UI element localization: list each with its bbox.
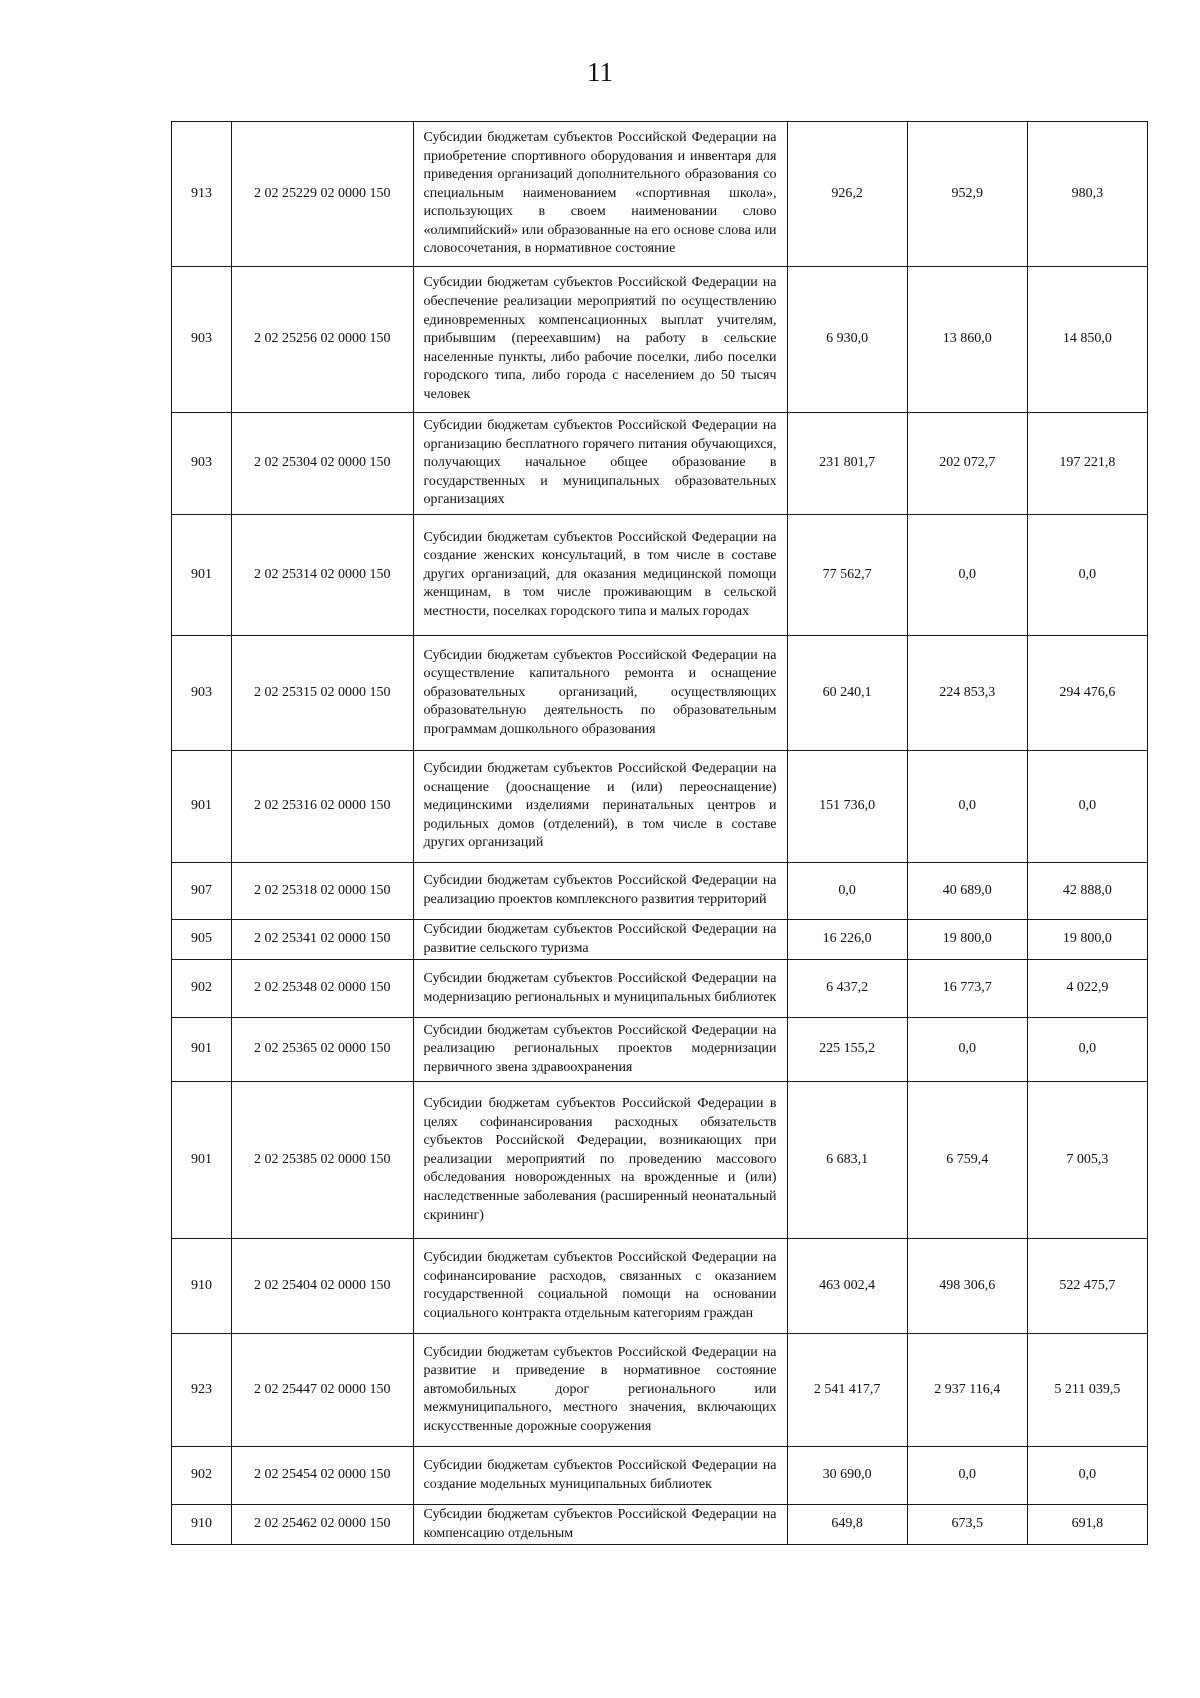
budget-classification-code-cell: 2 02 25229 02 0000 150 bbox=[232, 122, 413, 267]
amount-year-3-cell: 0,0 bbox=[1027, 751, 1147, 863]
revenue-name-cell: Субсидии бюджетам субъектов Российской Федерации на модернизацию региональных и муниципальных библиотек bbox=[413, 960, 787, 1018]
amount-year-3-cell: 19 800,0 bbox=[1027, 920, 1147, 960]
revenue-name-cell: Субсидии бюджетам субъектов Российской Федерации на создание модельных муниципальных библиотек bbox=[413, 1447, 787, 1505]
amount-year-1-cell: 151 736,0 bbox=[787, 751, 907, 863]
revenue-name-cell: Субсидии бюджетам субъектов Российской Федерации на реализацию региональных проектов модернизации первичного звена здравоохранения bbox=[413, 1018, 787, 1082]
amount-year-3-cell: 7 005,3 bbox=[1027, 1082, 1147, 1239]
amount-year-2-cell: 2 937 116,4 bbox=[907, 1334, 1027, 1447]
admin-code-cell: 901 bbox=[172, 1082, 232, 1239]
amount-year-2-cell: 6 759,4 bbox=[907, 1082, 1027, 1239]
revenue-name-cell: Субсидии бюджетам субъектов Российской Федерации в целях софинансирования расходных обязательств субъектов Российской Федерации, возникающих при реализации мероприятий по проведению массового обследования новорожденных на врожденные и (или) наследственные заболевания (расширенный неонатальный скрининг) bbox=[413, 1082, 787, 1239]
table-row bbox=[172, 1334, 1148, 1447]
amount-year-1-cell: 2 541 417,7 bbox=[787, 1334, 907, 1447]
amount-year-3-cell: 691,8 bbox=[1027, 1505, 1147, 1545]
amount-year-1-cell: 16 226,0 bbox=[787, 920, 907, 960]
amount-year-3-cell: 294 476,6 bbox=[1027, 636, 1147, 751]
revenue-name-cell: Субсидии бюджетам субъектов Российской Федерации на компенсацию отдельным bbox=[413, 1505, 787, 1545]
table-row bbox=[172, 960, 1148, 1018]
amount-year-3-cell: 197 221,8 bbox=[1027, 413, 1147, 515]
amount-year-1-cell: 6 930,0 bbox=[787, 267, 907, 413]
amount-year-1-cell: 231 801,7 bbox=[787, 413, 907, 515]
amount-year-1-cell: 225 155,2 bbox=[787, 1018, 907, 1082]
table-row bbox=[172, 920, 1148, 960]
admin-code-cell: 903 bbox=[172, 267, 232, 413]
table-row bbox=[172, 1082, 1148, 1239]
budget-classification-code-cell: 2 02 25454 02 0000 150 bbox=[232, 1447, 413, 1505]
amount-year-1-cell: 926,2 bbox=[787, 122, 907, 267]
amount-year-1-cell: 463 002,4 bbox=[787, 1239, 907, 1334]
table-row bbox=[172, 267, 1148, 413]
budget-classification-code-cell: 2 02 25404 02 0000 150 bbox=[232, 1239, 413, 1334]
budget-classification-code-cell: 2 02 25256 02 0000 150 bbox=[232, 267, 413, 413]
table-row bbox=[172, 1505, 1148, 1545]
budget-classification-code-cell: 2 02 25348 02 0000 150 bbox=[232, 960, 413, 1018]
amount-year-3-cell: 5 211 039,5 bbox=[1027, 1334, 1147, 1447]
revenue-name-cell: Субсидии бюджетам субъектов Российской Федерации на развитие сельского туризма bbox=[413, 920, 787, 960]
admin-code-cell: 901 bbox=[172, 515, 232, 636]
amount-year-2-cell: 224 853,3 bbox=[907, 636, 1027, 751]
amount-year-3-cell: 0,0 bbox=[1027, 1018, 1147, 1082]
revenue-name-cell: Субсидии бюджетам субъектов Российской Федерации на софинансирование расходов, связанных с оказанием государственной социальной помощи на основании социального контракта отдельным категориям граждан bbox=[413, 1239, 787, 1334]
table-row bbox=[172, 122, 1148, 267]
amount-year-3-cell: 980,3 bbox=[1027, 122, 1147, 267]
budget-table bbox=[171, 121, 1148, 1545]
revenue-name-cell: Субсидии бюджетам субъектов Российской Федерации на обеспечение реализации мероприятий по осуществлению единовременных компенсационных выплат учителям, прибывшим (переехавшим) на работу в сельские населенные пункты, либо рабочие поселки, либо поселки городского типа, либо города с населением до 50 тысяч человек bbox=[413, 267, 787, 413]
table-row bbox=[172, 1018, 1148, 1082]
amount-year-2-cell: 13 860,0 bbox=[907, 267, 1027, 413]
admin-code-cell: 905 bbox=[172, 920, 232, 960]
amount-year-2-cell: 673,5 bbox=[907, 1505, 1027, 1545]
amount-year-2-cell: 0,0 bbox=[907, 1447, 1027, 1505]
admin-code-cell: 907 bbox=[172, 863, 232, 920]
amount-year-2-cell: 0,0 bbox=[907, 1018, 1027, 1082]
revenue-name-cell: Субсидии бюджетам субъектов Российской Федерации на реализацию проектов комплексного развития территорий bbox=[413, 863, 787, 920]
amount-year-3-cell: 42 888,0 bbox=[1027, 863, 1147, 920]
amount-year-3-cell: 4 022,9 bbox=[1027, 960, 1147, 1018]
amount-year-1-cell: 649,8 bbox=[787, 1505, 907, 1545]
table-row bbox=[172, 863, 1148, 920]
admin-code-cell: 901 bbox=[172, 751, 232, 863]
admin-code-cell: 901 bbox=[172, 1018, 232, 1082]
amount-year-2-cell: 0,0 bbox=[907, 751, 1027, 863]
revenue-name-cell: Субсидии бюджетам субъектов Российской Федерации на осуществление капитального ремонта и оснащение образовательных организаций, осуществляющих образовательную деятельность по образовательным программам дошкольного образования bbox=[413, 636, 787, 751]
amount-year-2-cell: 498 306,6 bbox=[907, 1239, 1027, 1334]
amount-year-2-cell: 0,0 bbox=[907, 515, 1027, 636]
amount-year-2-cell: 40 689,0 bbox=[907, 863, 1027, 920]
admin-code-cell: 910 bbox=[172, 1239, 232, 1334]
amount-year-2-cell: 19 800,0 bbox=[907, 920, 1027, 960]
budget-classification-code-cell: 2 02 25365 02 0000 150 bbox=[232, 1018, 413, 1082]
admin-code-cell: 902 bbox=[172, 960, 232, 1018]
revenue-name-cell: Субсидии бюджетам субъектов Российской Федерации на развитие и приведение в нормативное состояние автомобильных дорог регионального или межмуниципального, местного значения, включающих искусственные дорожные сооружения bbox=[413, 1334, 787, 1447]
table-row bbox=[172, 1239, 1148, 1334]
revenue-name-cell: Субсидии бюджетам субъектов Российской Федерации на приобретение спортивного оборудования и инвентаря для приведения организаций дополнительного образования со специальным наименованием «спортивная школа», использующих в своем наименовании слово «олимпийский» или образованные на его основе слова или словосочетания, в нормативное состояние bbox=[413, 122, 787, 267]
amount-year-1-cell: 6 683,1 bbox=[787, 1082, 907, 1239]
page-number: 11 bbox=[587, 57, 613, 87]
amount-year-2-cell: 952,9 bbox=[907, 122, 1027, 267]
amount-year-3-cell: 0,0 bbox=[1027, 1447, 1147, 1505]
amount-year-1-cell: 0,0 bbox=[787, 863, 907, 920]
admin-code-cell: 923 bbox=[172, 1334, 232, 1447]
revenue-name-cell: Субсидии бюджетам субъектов Российской Федерации на организацию бесплатного горячего питания обучающихся, получающих начальное общее образование в государственных и муниципальных образовательных организациях bbox=[413, 413, 787, 515]
budget-classification-code-cell: 2 02 25462 02 0000 150 bbox=[232, 1505, 413, 1545]
table-row bbox=[172, 413, 1148, 515]
amount-year-1-cell: 30 690,0 bbox=[787, 1447, 907, 1505]
admin-code-cell: 902 bbox=[172, 1447, 232, 1505]
revenue-name-cell: Субсидии бюджетам субъектов Российской Федерации на оснащение (дооснащение и (или) переоснащение) медицинскими изделиями перинатальных центров и родильных домов (отделений), в том числе в составе других организаций bbox=[413, 751, 787, 863]
amount-year-3-cell: 14 850,0 bbox=[1027, 267, 1147, 413]
budget-classification-code-cell: 2 02 25447 02 0000 150 bbox=[232, 1334, 413, 1447]
revenue-name-cell: Субсидии бюджетам субъектов Российской Федерации на создание женских консультаций, в том числе в составе других организаций, для оказания медицинской помощи женщинам, в том числе проживающим в сельской местности, поселках городского типа и малых городах bbox=[413, 515, 787, 636]
budget-classification-code-cell: 2 02 25315 02 0000 150 bbox=[232, 636, 413, 751]
table-row bbox=[172, 1447, 1148, 1505]
budget-table-body bbox=[172, 122, 1148, 1545]
table-row bbox=[172, 751, 1148, 863]
budget-classification-code-cell: 2 02 25304 02 0000 150 bbox=[232, 413, 413, 515]
admin-code-cell: 903 bbox=[172, 413, 232, 515]
admin-code-cell: 913 bbox=[172, 122, 232, 267]
amount-year-1-cell: 77 562,7 bbox=[787, 515, 907, 636]
amount-year-3-cell: 522 475,7 bbox=[1027, 1239, 1147, 1334]
table-row bbox=[172, 636, 1148, 751]
budget-classification-code-cell: 2 02 25318 02 0000 150 bbox=[232, 863, 413, 920]
budget-classification-code-cell: 2 02 25316 02 0000 150 bbox=[232, 751, 413, 863]
amount-year-2-cell: 16 773,7 bbox=[907, 960, 1027, 1018]
amount-year-1-cell: 60 240,1 bbox=[787, 636, 907, 751]
amount-year-3-cell: 0,0 bbox=[1027, 515, 1147, 636]
amount-year-1-cell: 6 437,2 bbox=[787, 960, 907, 1018]
table-row bbox=[172, 515, 1148, 636]
budget-classification-code-cell: 2 02 25341 02 0000 150 bbox=[232, 920, 413, 960]
amount-year-2-cell: 202 072,7 bbox=[907, 413, 1027, 515]
admin-code-cell: 910 bbox=[172, 1505, 232, 1545]
budget-classification-code-cell: 2 02 25314 02 0000 150 bbox=[232, 515, 413, 636]
budget-classification-code-cell: 2 02 25385 02 0000 150 bbox=[232, 1082, 413, 1239]
admin-code-cell: 903 bbox=[172, 636, 232, 751]
